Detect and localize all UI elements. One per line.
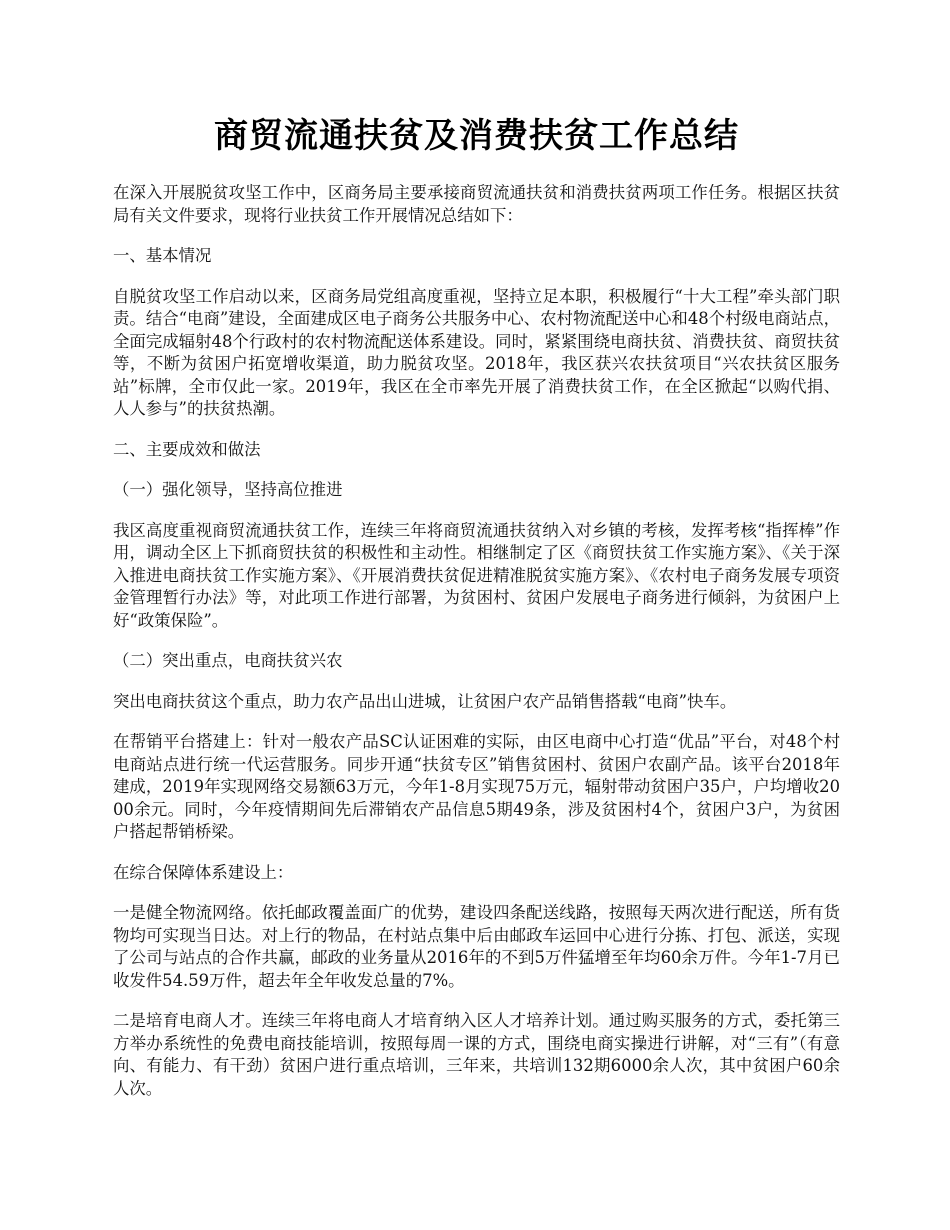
document-title: 商贸流通扶贫及消费扶贫工作总结 [214,116,739,156]
logistics-network-paragraph: 一是健全物流网络。依托邮政覆盖面广的优势，建设四条配送线路，按照每天两次进行配送，所有货物均可实现当日达。对上行的物品，在村站点集中后由邮政车运回中心进行分拣、打包、派送，实现了公司与站点的合作共赢，邮政的业务量从2016年的不到5万件猛增至年均60余万件。今年1-7月已收发件54.59万件，超去年全年收发总量的7%。 [113,903,840,990]
subsection-heading-ecommerce: （二）突出重点，电商扶贫兴农 [113,651,343,670]
intro-paragraph: 在深入开展脱贫攻坚工作中，区商务局主要承接商贸流通扶贫和消费扶贫两项工作任务。根据区扶贫局有关文件要求，现将行业扶贫工作开展情况总结如下： [113,183,840,225]
support-system-paragraph: 在综合保障体系建设上： [113,862,294,882]
talent-cultivation-paragraph: 二是培育电商人才。连续三年将电商人才培育纳入区人才培养计划。通过购买服务的方式，委托第三方举办系统性的免费电商技能培训，按照每周一课的方式，围绕电商实操进行讲解，对“三有”（有意向、有能力、有干劲）贫困户进行重点培训，三年来，共培训132期6000余人次，其中贫困户60余人次。 [113,1011,840,1098]
leadership-paragraph: 我区高度重视商贸流通扶贫工作，连续三年将商贸流通扶贫纳入对乡镇的考核，发挥考核“指挥棒”作用，调动全区上下抓商贸扶贫的积极性和主动性。相继制定了区《商贸扶贫工作实施方案》、《关于深入推进电商扶贫工作实施方案》、《开展消费扶贫促进精准脱贫实施方案》、《农村电子商务发展专项资金管理暂行办法》等，对此项工作进行部署，为贫困村、贫困户发展电子商务进行倾斜，为贫困户上好“政策保险”。 [113,520,840,630]
sales-platform-paragraph: 在帮销平台搭建上：针对一般农产品SC认证困难的实际，由区电商中心打造“优品”平台，对48个村电商站点进行统一代运营服务。同步开通“扶贫专区”销售贫困村、贫困户农副产品。该平台2018年建成，2019年实现网络交易额63万元，今年1-8月实现75万元，辐射带动贫困户35户，户均增收2000余元。同时，今年疫情期间先后滞销农产品信息5期49条，涉及贫困村4个，贫困户3户，为贫困户搭起帮销桥梁。 [113,732,840,841]
section-heading-basic-situation: 一、基本情况 [113,246,212,265]
ecommerce-intro-paragraph: 突出电商扶贫这个重点，助力农产品出山进城，让贫困户农产品销售搭载“电商”快车。 [113,691,737,711]
subsection-heading-leadership: （一）强化领导，坚持高位推进 [113,480,343,499]
basic-situation-paragraph: 自脱贫攻坚工作启动以来，区商务局党组高度重视，坚持立足本职，积极履行“十大工程”牵头部门职责。结合“电商”建设，全面建成区电子商务公共服务中心、农村物流配送中心和48个村级电商站点，全面完成辐射48个行政村的农村物流配送体系建设。同时，紧紧围绕电商扶贫、消费扶贫、商贸扶贫等，不断为贫困户拓宽增收渠道，助力脱贫攻坚。2018年，我区获兴农扶贫项目“兴农扶贫区服务站”标牌，全市仅此一家。2019年，我区在全市率先开展了消费扶贫工作，在全区掀起“以购代捐、人人参与”的扶贫热潮。 [113,286,840,418]
section-heading-main-results: 二、主要成效和做法 [113,439,261,459]
